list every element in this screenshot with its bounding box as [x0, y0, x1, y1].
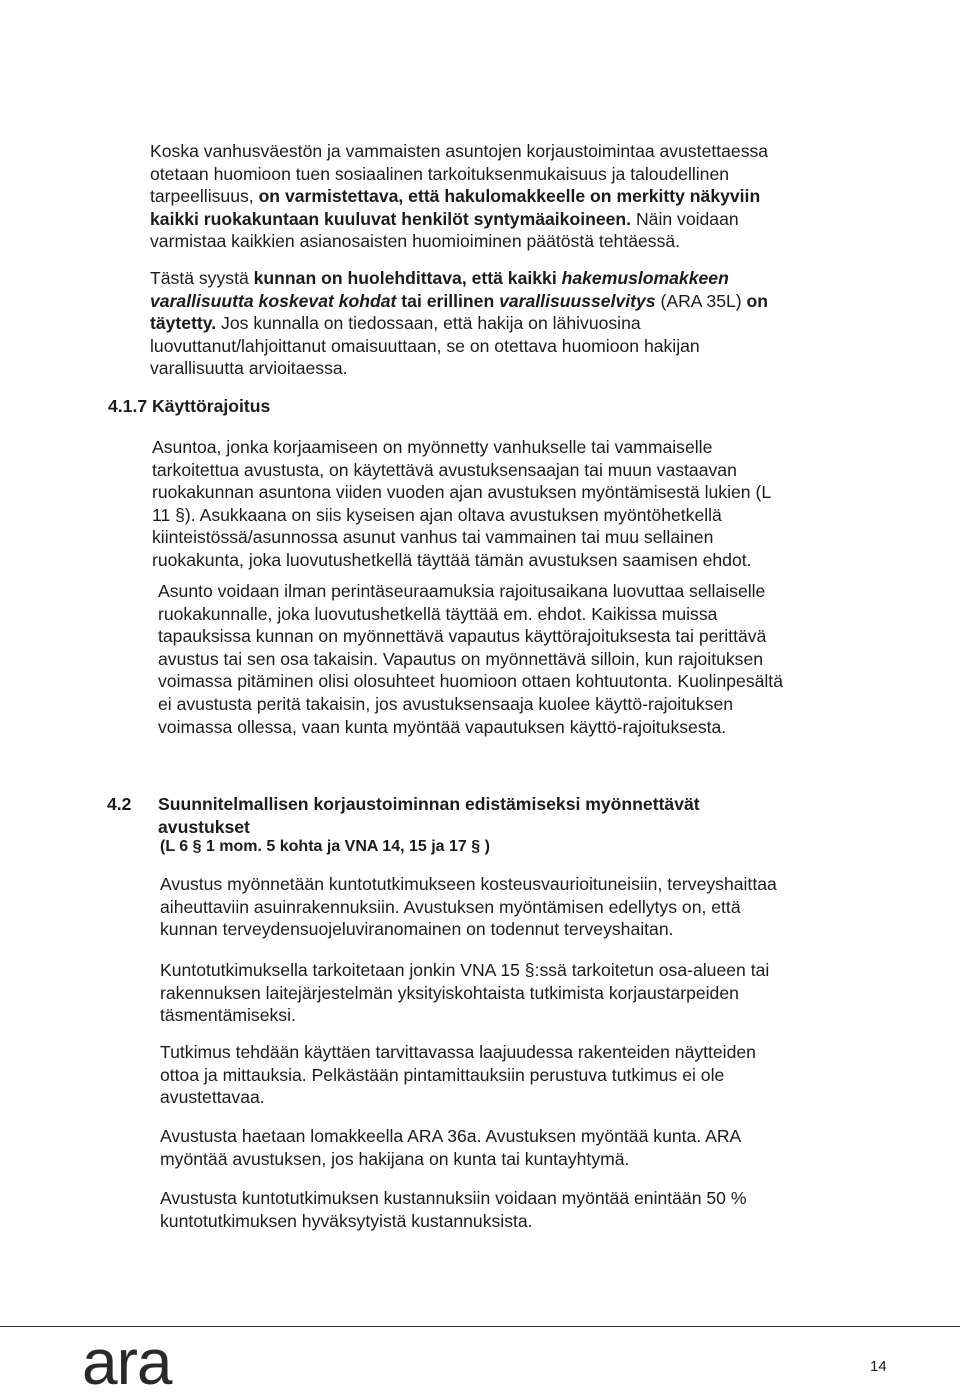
paragraph-assets: Tästä syystä kunnan on huolehdittava, että kaikki hakemuslomakkeen varallisuutta koskevat kohdat tai erillinen varallisuusselvitys (ARA 35L) on täytetty. Jos kunnalla on tiedossaan, että hakija on lähivuosina luovuttanut/lahjoittanut omaisuuttaan, se on otettava huomioon hakijan varallisuutta arvioitaessa.: [150, 268, 769, 379]
paragraph-grant-amount: Avustusta kuntotutkimuksen kustannuksiin voidaan myöntää enintään 50 % kuntotutkimuksen hyväksytyistä kustannuksista.: [160, 1188, 747, 1231]
page-number: 14: [870, 1358, 887, 1375]
section-title: Suunnitelmallisen korjaustoiminnan edistämiseksi myönnettävät avustukset: [158, 794, 700, 837]
paragraph-condition-survey-definition: Kuntotutkimuksella tarkoitetaan jonkin VNA 15 §:ssä tarkoitetun osa-alueen tai rakennuksen laitejärjestelmän yksityiskohtaista tutkimista korjaustarpeiden täsmentämiseksi.: [160, 960, 770, 1026]
bold-requirement: on varmistettava, että hakulomakkeelle on merkitty näkyviin kaikki ruokakuntaan kuuluvat henkilöt syntymäaikoineen.: [150, 186, 761, 229]
paragraph-usage-restriction: Asuntoa, jonka korjaamiseen on myönnetty vanhukselle tai vammaiselle tarkoitettua avustusta, on käytettävä avustuksensaajan tai muun vastaavan ruokakunnan asuntona viiden vuoden ajan avustuksen myöntämisestä lukien (L 11 §). Asukkaana on siis kyseisen ajan oltava avustuksen myöntöhetkellä kiinteistössä/asunnossa asunut vanhus tai vammainen tai muu sellainen ruokakunta, joka luovutushetkellä täyttää tämän avustuksen saamisen ehdot.: [152, 437, 771, 570]
paragraph-survey-method: Tutkimus tehdään käyttäen tarvittavassa laajuudessa rakenteiden näytteiden ottoa ja mittauksia. Pelkästään pintamittauksiin perustuva tutkimus ei ole avustettavaa.: [160, 1042, 756, 1108]
section-number: 4.2: [107, 794, 132, 814]
paragraph-release-from-restriction: Asunto voidaan ilman perintäseuraamuksia rajoitusaikana luovuttaa sellaiselle ruokakunnalle, joka luovutushetkellä täyttää em. ehdot. Kaikissa muissa tapauksissa kunnan on myönnettävä vapautus käyttörajoituksesta tai perittävä avustus tai sen osa takaisin. Vapautus on myönnettävä silloin, kun rajoituksen voimassa pitäminen olisi olosuhteet huomioon ottaen kohtuutonta. Kuolinpesältä ei avustusta peritä takaisin, jos avustuksensaaja kuolee käyttö-rajoituksen voimassa ollessa, vaan kunta myöntää vapautuksen käyttö-rajoituksesta.: [158, 581, 783, 737]
section-legal-reference: (L 6 § 1 mom. 5 kohta ja VNA 14, 15 ja 17 § ): [160, 838, 490, 855]
ara-logo: ara: [82, 1326, 172, 1398]
paragraph-condition-survey-grant: Avustus myönnetään kuntotutkimukseen kosteusvaurioituneisiin, terveyshaittaa aiheuttaviin asuinrakennuksiin. Avustuksen myöntämisen edellytys on, että kunnan terveydensuojeluviranomainen on todennut terveyshaitan.: [160, 874, 777, 940]
paragraph-household-members: Koska vanhusväestön ja vammaisten asuntojen korjaustoimintaa avustettaessa otetaan huomioon tuen sosiaalinen tarkoituksenmukaisuus ja taloudellinen tarpeellisuus, on varmistettava, että hakulomakkeelle on merkitty näkyviin kaikki ruokakuntaan kuuluvat henkilöt syntymäaikoineen. Näin voidaan varmistaa kaikkien asianosaisten huomioiminen päätöstä tehtäessä.: [150, 141, 769, 252]
paragraph-application-form: Avustusta haetaan lomakkeella ARA 36a. Avustuksen myöntää kunta. ARA myöntää avustuksen, jos hakijana on kunta tai kuntayhtymä.: [160, 1126, 741, 1169]
section-heading-4-1-7: 4.1.7 Käyttörajoitus: [108, 396, 271, 416]
